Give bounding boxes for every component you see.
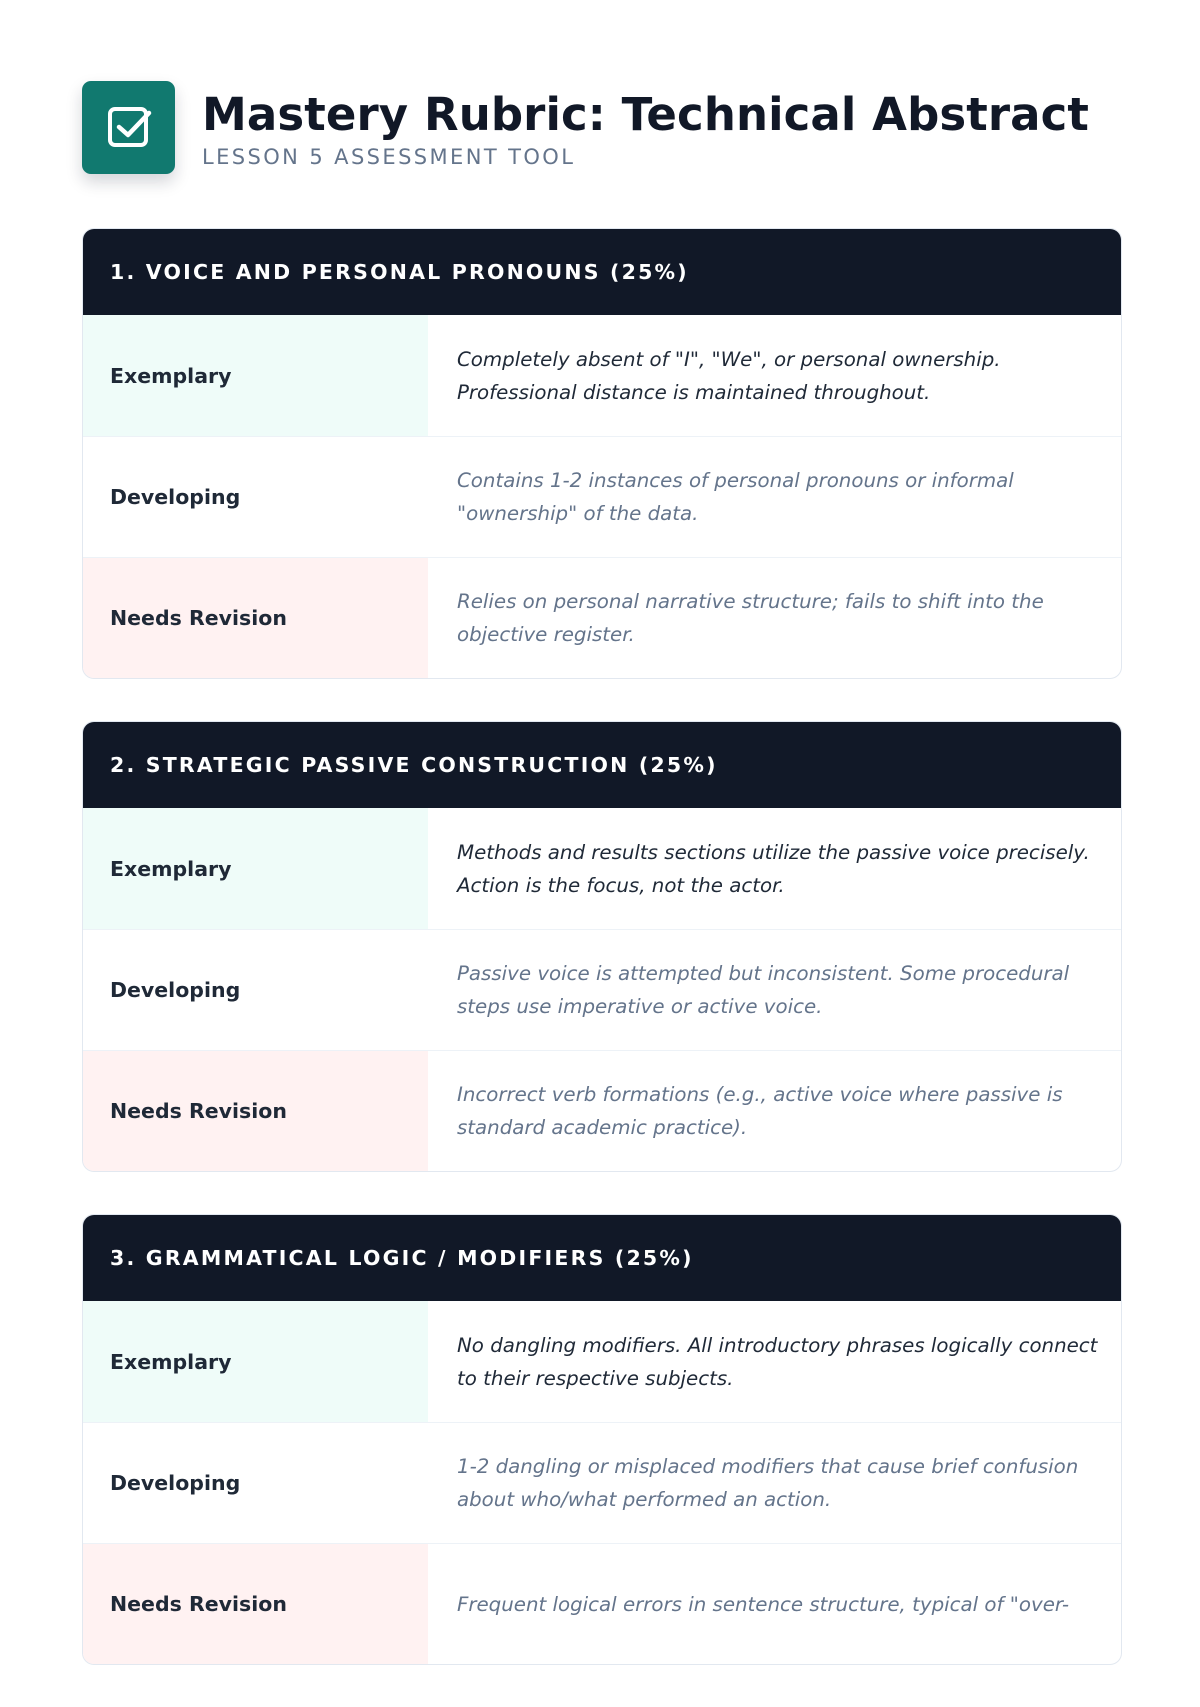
level-developing: Developing <box>83 437 428 557</box>
level-description: Methods and results sections utilize the passive voice precisely. Action is the focus, not the actor. <box>457 840 1090 897</box>
rubric-row <box>83 1422 1121 1543</box>
level-needs-revision: Needs Revision <box>83 558 428 678</box>
level-description: Completely absent of "I", "We", or personal ownership. Professional distance is maintained throughout. <box>457 347 1001 404</box>
rubric-page <box>82 80 1120 1707</box>
rubric-row <box>83 315 1121 436</box>
level-description: Contains 1-2 instances of personal pronouns or informal "ownership" of the data. <box>457 469 1014 525</box>
title-group <box>202 85 1089 170</box>
rubric-row <box>83 808 1121 929</box>
rubric-row <box>83 929 1121 1050</box>
rubric-row <box>83 1543 1121 1664</box>
level-description: No dangling modifiers. All introductory phrases logically connect to their respective subjects. <box>457 1333 1098 1390</box>
level-description: Incorrect verb formations (e.g., active voice where passive is standard academic practice). <box>457 1083 1063 1139</box>
rubric-row <box>83 1301 1121 1422</box>
level-exemplary: Exemplary <box>83 808 428 929</box>
section-title: 3. GRAMMATICAL LOGIC / MODIFIERS (25%) <box>83 1215 1121 1301</box>
section-title: 1. VOICE AND PERSONAL PRONOUNS (25%) <box>83 229 1121 315</box>
rubric-section-passive <box>82 721 1122 1172</box>
level-exemplary: Exemplary <box>83 315 428 436</box>
level-developing: Developing <box>83 930 428 1050</box>
level-developing: Developing <box>83 1423 428 1543</box>
level-description: Passive voice is attempted but inconsistent. Some procedural steps use imperative or active voice. <box>457 962 1070 1018</box>
rubric-row <box>83 557 1121 678</box>
level-description: 1-2 dangling or misplaced modifiers that cause brief confusion about who/what performed an action. <box>457 1455 1079 1511</box>
level-needs-revision: Needs Revision <box>83 1544 428 1664</box>
level-exemplary: Exemplary <box>83 1301 428 1422</box>
checkbox-icon <box>82 81 175 174</box>
rubric-row <box>83 1050 1121 1171</box>
section-title: 2. STRATEGIC PASSIVE CONSTRUCTION (25%) <box>83 722 1121 808</box>
level-description: Frequent logical errors in sentence structure, typical of "over- <box>457 1592 1070 1616</box>
rubric-section-modifiers <box>82 1214 1122 1665</box>
rubric-section-voice <box>82 228 1122 679</box>
rubric-header <box>82 80 1120 174</box>
page-subtitle: LESSON 5 ASSESSMENT TOOL <box>202 144 576 169</box>
level-description: Relies on personal narrative structure; fails to shift into the objective register. <box>457 590 1044 646</box>
page-title: Mastery Rubric: Technical Abstract <box>202 87 1090 141</box>
rubric-row <box>83 436 1121 557</box>
level-needs-revision: Needs Revision <box>83 1051 428 1171</box>
